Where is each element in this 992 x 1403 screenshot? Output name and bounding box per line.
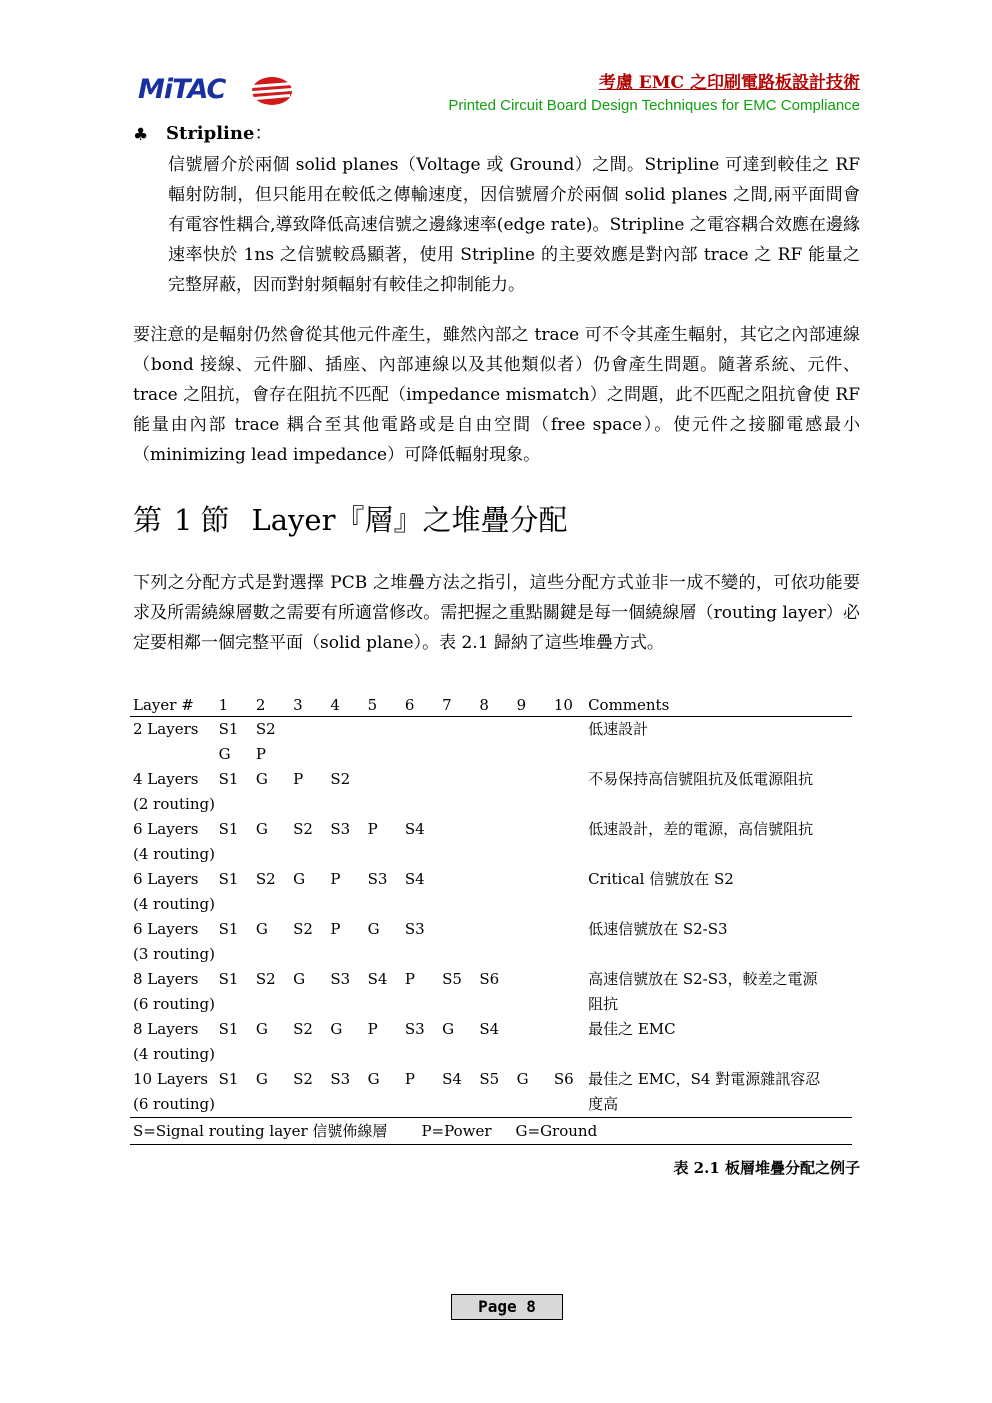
table-cell: 低速設計 xyxy=(588,720,649,738)
table-cell: 8 Layers xyxy=(133,1020,199,1038)
table-cell: P xyxy=(367,820,378,838)
table-cell: P xyxy=(404,970,415,988)
table-row xyxy=(130,1092,852,1118)
table-row xyxy=(130,967,852,992)
table-cell xyxy=(365,942,402,967)
table-cell: S6 xyxy=(553,1070,574,1088)
table-cell xyxy=(327,717,364,743)
legend-power: P=Power xyxy=(421,1122,492,1140)
table-cell xyxy=(365,792,402,817)
table-cell xyxy=(476,792,513,817)
table-row xyxy=(130,992,852,1017)
table-cell xyxy=(216,792,253,817)
table-cell xyxy=(514,892,551,917)
table-cell: S2 xyxy=(255,970,276,988)
legend-ground: G=Ground xyxy=(515,1122,598,1140)
table-cell xyxy=(514,1042,551,1067)
stripline-title: Stripline xyxy=(166,123,255,144)
table-cell xyxy=(130,742,216,767)
table-cell xyxy=(439,917,476,942)
table-cell: S5 xyxy=(442,970,462,988)
table-cell xyxy=(476,867,513,892)
table-row xyxy=(130,942,852,967)
table-cell xyxy=(216,842,253,867)
table-cell xyxy=(402,1042,439,1067)
table-cell xyxy=(551,767,588,792)
table-cell xyxy=(402,892,439,917)
table-cell xyxy=(551,817,588,842)
table-cell xyxy=(402,842,439,867)
table-cell xyxy=(402,792,439,817)
table-cell xyxy=(551,842,588,867)
table-header-cell: 6 xyxy=(402,694,439,717)
table-cell: G xyxy=(255,920,268,938)
table-cell xyxy=(365,1042,402,1067)
table-cell: S4 xyxy=(404,870,425,888)
table-cell: P xyxy=(330,920,341,938)
stripline-heading xyxy=(166,123,272,145)
table-cell: 阻抗 xyxy=(588,995,619,1013)
table-cell: S3 xyxy=(330,820,351,838)
table-row xyxy=(130,1042,852,1067)
table-cell xyxy=(253,1092,290,1118)
table-cell: S3 xyxy=(404,1020,425,1038)
table-row xyxy=(130,792,852,817)
table-row xyxy=(130,892,852,917)
table-cell xyxy=(290,1042,327,1067)
section-number: 1 xyxy=(174,503,193,537)
table-cell xyxy=(514,817,551,842)
table-cell xyxy=(216,942,253,967)
table-cell: G xyxy=(255,1070,268,1088)
table-cell xyxy=(551,942,588,967)
table-cell xyxy=(290,742,327,767)
table-cell xyxy=(327,1092,364,1118)
table-cell xyxy=(365,892,402,917)
table-header-cell: 9 xyxy=(514,694,551,717)
table-cell xyxy=(365,767,402,792)
table-header-cell: 3 xyxy=(290,694,327,717)
table-cell xyxy=(327,792,364,817)
table-cell xyxy=(327,1042,364,1067)
table-row xyxy=(130,842,852,867)
table-cell: S3 xyxy=(404,920,425,938)
section-title: Layer『層』之堆疊分配 xyxy=(251,503,568,537)
table-cell xyxy=(514,842,551,867)
stripline-colon: ： xyxy=(254,123,273,144)
table-cell xyxy=(327,942,364,967)
table-cell: G xyxy=(255,820,268,838)
table-cell: S1 xyxy=(218,720,239,738)
table-cell xyxy=(551,917,588,942)
table-cell xyxy=(290,992,327,1017)
table-cell xyxy=(514,867,551,892)
table-cell: S2 xyxy=(330,770,351,788)
table-header-row xyxy=(130,694,852,717)
table-cell xyxy=(551,992,588,1017)
table-cell: G xyxy=(218,745,231,763)
table-cell xyxy=(216,1042,253,1067)
table-cell: P xyxy=(367,1020,378,1038)
table-cell xyxy=(439,767,476,792)
table-cell: G xyxy=(367,920,380,938)
table-cell: S4 xyxy=(367,970,388,988)
table-cell xyxy=(216,892,253,917)
table-cell xyxy=(365,842,402,867)
table-cell xyxy=(551,967,588,992)
table-cell xyxy=(439,792,476,817)
table-cell xyxy=(588,1042,852,1067)
table-row xyxy=(130,867,852,892)
table-cell: 6 Layers xyxy=(133,870,199,888)
table-cell: G xyxy=(442,1020,455,1038)
table-cell: S3 xyxy=(330,1070,351,1088)
table-row xyxy=(130,1017,852,1042)
table-header-cell: Comments xyxy=(588,694,852,717)
table-cell xyxy=(514,992,551,1017)
table-cell xyxy=(253,792,290,817)
table-cell: S5 xyxy=(479,1070,500,1088)
table-cell xyxy=(476,842,513,867)
table-cell xyxy=(514,742,551,767)
table-cell xyxy=(551,867,588,892)
table-cell xyxy=(253,942,290,967)
table-cell: 6 Layers xyxy=(133,820,199,838)
table-cell: 低速設計，差的電源，高信號阻抗 xyxy=(588,820,814,838)
table-cell xyxy=(514,967,551,992)
table-cell xyxy=(402,942,439,967)
table-cell xyxy=(439,1042,476,1067)
legend-signal: S=Signal routing layer 信號佈線層 xyxy=(133,1122,388,1140)
table-cell: G xyxy=(293,870,306,888)
table-cell: P xyxy=(293,770,304,788)
table-cell xyxy=(439,942,476,967)
table-cell xyxy=(476,942,513,967)
table-cell xyxy=(439,842,476,867)
table-header-cell: 8 xyxy=(476,694,513,717)
table-cell: S2 xyxy=(293,1070,313,1088)
table-cell xyxy=(439,892,476,917)
table-cell xyxy=(514,767,551,792)
table-cell: 低速信號放在 S2-S3 xyxy=(588,920,728,938)
table-cell: G xyxy=(367,1070,380,1088)
table-cell xyxy=(551,1092,588,1118)
table-cell xyxy=(514,717,551,743)
table-cell xyxy=(476,1042,513,1067)
table-cell xyxy=(327,992,364,1017)
table-cell: 6 Layers xyxy=(133,920,199,938)
table-cell xyxy=(439,817,476,842)
table-cell: S3 xyxy=(330,970,351,988)
table-cell: S1 xyxy=(218,770,239,788)
table-cell: (6 routing) xyxy=(130,1092,216,1118)
table-cell: 4 Layers xyxy=(133,770,199,788)
table-cell: S1 xyxy=(218,1070,239,1088)
table-legend xyxy=(130,1118,852,1145)
table-cell: G xyxy=(293,970,306,988)
table-cell: G xyxy=(330,1020,343,1038)
section-prefix: 第 xyxy=(133,503,163,537)
table-cell xyxy=(514,942,551,967)
table-cell: S1 xyxy=(218,970,239,988)
header-subtitle: Printed Circuit Board Design Techniques for EMC Compliance xyxy=(448,97,860,114)
table-cell: (6 routing) xyxy=(133,995,215,1013)
table-row xyxy=(130,817,852,842)
table-cell xyxy=(476,1092,513,1118)
table-cell xyxy=(476,917,513,942)
header-title: 考慮 EMC 之印刷電路板設計技術 xyxy=(598,73,860,93)
table-cell xyxy=(290,792,327,817)
table-cell xyxy=(290,842,327,867)
table-cell xyxy=(365,992,402,1017)
table-cell xyxy=(588,742,852,767)
table-cell xyxy=(290,1092,327,1118)
table-cell xyxy=(327,742,364,767)
table-row xyxy=(130,1067,852,1092)
table-header-cell: 5 xyxy=(365,694,402,717)
layer-stackup-table xyxy=(130,694,852,1145)
table-cell xyxy=(551,717,588,743)
table-cell: S2 xyxy=(293,920,313,938)
table-cell xyxy=(365,742,402,767)
table-cell: 度高 xyxy=(588,1092,852,1118)
table-cell xyxy=(588,892,852,917)
table-cell: S4 xyxy=(404,820,425,838)
table-cell xyxy=(402,1092,439,1118)
table-cell: (2 routing) xyxy=(133,795,215,813)
table-cell xyxy=(365,717,402,743)
table-cell: G xyxy=(255,1020,268,1038)
table-header-cell: 4 xyxy=(327,694,364,717)
table-cell xyxy=(402,992,439,1017)
table-cell xyxy=(588,792,852,817)
table-cell xyxy=(290,892,327,917)
table-cell xyxy=(514,1092,551,1118)
table-cell xyxy=(439,717,476,743)
table-row xyxy=(130,717,852,743)
table-cell: 10 Layers xyxy=(133,1070,208,1088)
table-cell: S2 xyxy=(255,870,276,888)
table-cell xyxy=(588,842,852,867)
table-cell: (4 routing) xyxy=(133,895,215,913)
table-cell: 2 Layers xyxy=(133,720,199,738)
mitac-globe-icon xyxy=(248,75,296,107)
table-cell: S4 xyxy=(479,1020,500,1038)
table-cell xyxy=(476,892,513,917)
table-cell xyxy=(476,817,513,842)
table-legend-row xyxy=(130,1118,852,1145)
table-cell: (4 routing) xyxy=(133,1045,215,1063)
table-cell xyxy=(365,1092,402,1118)
stackup-intro-paragraph: 下列之分配方式是對選擇 PCB 之堆疊方法之指引，這些分配方式並非一成不變的，可依功能要求及所需繞線層數之需要有所適當修改。需把握之重點關鍵是每一個繞線層（routing layer）必定要相鄰一個完整平面（solid plane）。表 2.1 歸納了這些堆疊方式。 xyxy=(133,573,860,653)
table-row xyxy=(130,767,852,792)
table-cell xyxy=(216,992,253,1017)
table-cell: S1 xyxy=(218,1020,239,1038)
section-heading xyxy=(133,500,567,540)
table-cell: S2 xyxy=(293,1020,313,1038)
club-bullet-icon: ♣ xyxy=(133,125,149,145)
table-header-cell: Layer # xyxy=(130,694,216,717)
table-cell: 不易保持高信號阻抗及低電源阻抗 xyxy=(588,770,814,788)
table-cell xyxy=(253,992,290,1017)
table-cell xyxy=(588,942,852,967)
table-row xyxy=(130,917,852,942)
table-cell: P xyxy=(404,1070,415,1088)
table-cell xyxy=(514,792,551,817)
table-cell: S1 xyxy=(218,820,239,838)
table-cell xyxy=(476,992,513,1017)
table-cell: S1 xyxy=(218,870,239,888)
table-caption: 表 2.1 板層堆疊分配之例子 xyxy=(673,1159,860,1177)
table-cell: S6 xyxy=(479,970,500,988)
table-cell xyxy=(514,1017,551,1042)
table-header-cell: 7 xyxy=(439,694,476,717)
table-cell xyxy=(551,1042,588,1067)
table-cell xyxy=(402,717,439,743)
table-cell: 最佳之 EMC xyxy=(588,1020,676,1038)
table-cell xyxy=(253,892,290,917)
radiation-paragraph: 要注意的是輻射仍然會從其他元件產生，雖然內部之 trace 可不令其產生輻射，其它之內部連線（bond 接線、元件腳、插座、內部連線以及其他類似者）仍會產生問題。隨著系統、元件、trace 之阻抗，會存在阻抗不匹配（impedance mismatch）之問題，此不匹配之阻抗會使 RF 能量由內部 trace 耦合至其他電路或是自由空間（free space）。使元件之接腳電感最小（minimizing lead impedance）可降低輻射現象。 xyxy=(133,325,860,465)
stripline-paragraph: 信號層介於兩個 solid planes（Voltage 或 Ground）之間。Stripline 可達到較佳之 RF 輻射防制，但只能用在較低之傳輸速度，因信號層介於兩個 solid planes 之間,兩平面間會有電容性耦合,導致降低高速信號之邊緣速率(edge rate)。Stripline 之電容耦合效應在邊緣速率快於 1ns 之信號較爲顯著，使用 Stripline 的主要效應是對內部 trace 之 RF 能量之完整屏蔽，因而對射頻輻射有較佳之抑制能力。 xyxy=(168,155,860,295)
table-row xyxy=(130,742,852,767)
table-cell: S3 xyxy=(367,870,388,888)
table-header-cell: 10 xyxy=(551,694,588,717)
table-cell xyxy=(551,742,588,767)
table-cell xyxy=(476,742,513,767)
table-cell xyxy=(290,717,327,743)
table-cell: P xyxy=(255,745,266,763)
table-cell xyxy=(327,892,364,917)
table-cell: 8 Layers xyxy=(133,970,199,988)
table-cell: (3 routing) xyxy=(133,945,215,963)
table-cell xyxy=(402,742,439,767)
table-cell: 高速信號放在 S2-S3，較差之電源 xyxy=(588,970,818,988)
table-cell xyxy=(439,742,476,767)
logo-text: MiTAC xyxy=(138,74,226,105)
table-cell: 最佳之 EMC，S4 對電源雜訊容忍 xyxy=(588,1070,821,1088)
table-cell xyxy=(439,1092,476,1118)
table-header-cell: 2 xyxy=(253,694,290,717)
table-cell xyxy=(253,842,290,867)
page-number: Page 8 xyxy=(451,1294,563,1320)
table-cell xyxy=(551,892,588,917)
table-cell xyxy=(476,717,513,743)
table-cell: (4 routing) xyxy=(133,845,215,863)
mitac-logo xyxy=(138,74,298,108)
table-cell xyxy=(551,1017,588,1042)
table-cell xyxy=(402,767,439,792)
table-cell: S4 xyxy=(442,1070,462,1088)
table-cell xyxy=(514,917,551,942)
table-cell: Critical 信號放在 S2 xyxy=(588,870,734,888)
table-cell: G xyxy=(516,1070,529,1088)
table-cell xyxy=(551,792,588,817)
table-cell xyxy=(216,1092,253,1118)
table-cell xyxy=(290,942,327,967)
table-cell: P xyxy=(330,870,341,888)
table-cell xyxy=(327,842,364,867)
table-cell xyxy=(253,1042,290,1067)
table-header-cell: 1 xyxy=(216,694,253,717)
table-cell: S2 xyxy=(293,820,313,838)
table-cell: G xyxy=(255,770,268,788)
section-suffix: 節 xyxy=(200,503,230,537)
table-cell xyxy=(476,767,513,792)
table-cell: S2 xyxy=(255,720,276,738)
table-cell xyxy=(439,992,476,1017)
table-cell: S1 xyxy=(218,920,239,938)
table-cell xyxy=(439,867,476,892)
